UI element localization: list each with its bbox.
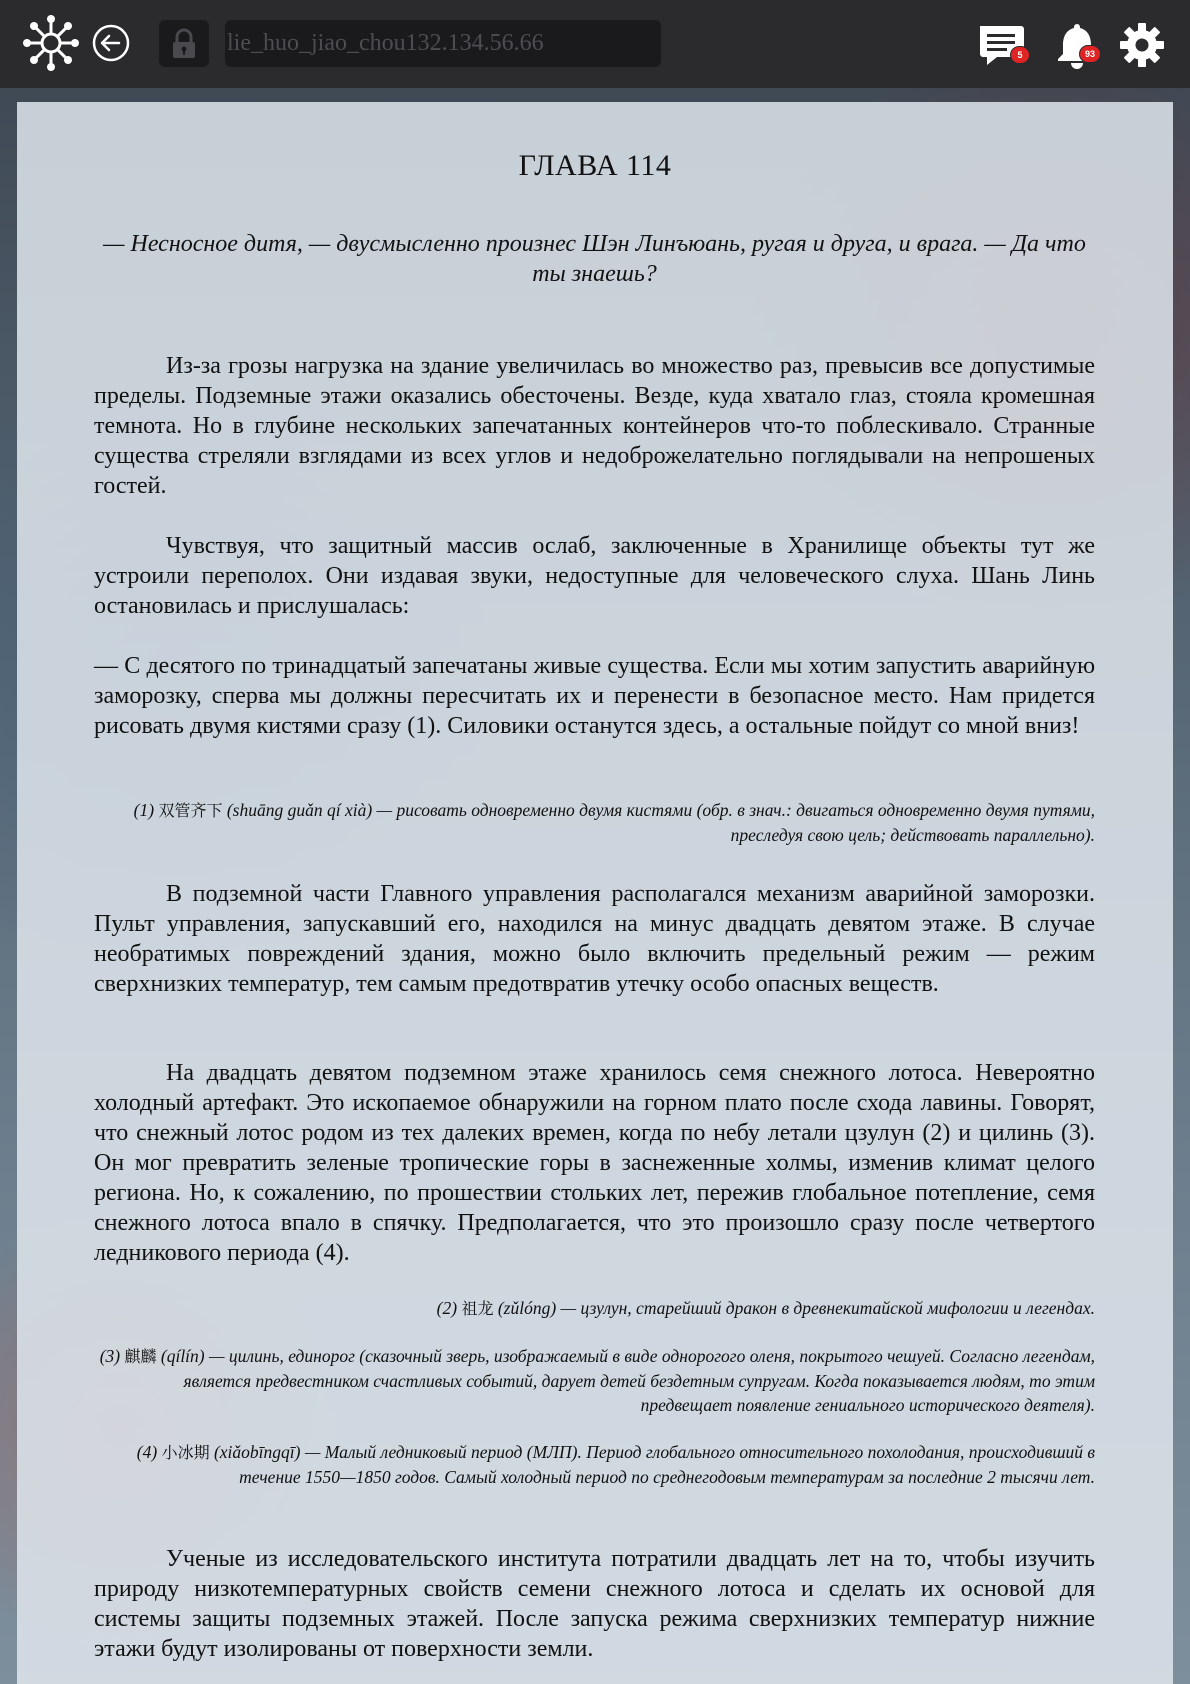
footnote-chinese: 双管齐下	[158, 801, 223, 820]
address-input[interactable]: lie_huo_jiao_chou132.134.56.66	[225, 20, 661, 67]
footnote-chinese: 祖龙	[461, 1299, 494, 1318]
footnote-1	[94, 798, 1095, 847]
footnote-number: (4)	[136, 1442, 158, 1462]
footnote-text: (qílín) — цилинь, единорог (сказочный зверь, изображаемый в виде однорогого оленя, покрытого чешуей. Согласно легендам, является предвестником счастливых событий, дарует детей бездетным супругам. Когда показывается людям, то этим предвещает появление гениального исторического деятеля).	[160, 1346, 1095, 1415]
chapter-epigraph: — Несносное дитя, — двусмысленно произнес Шэн Линъюань, ругая и друга, и врага. — Да что ты знаешь?	[103, 231, 1086, 287]
footnote-chinese: 麒麟	[124, 1347, 157, 1366]
reader-page	[17, 102, 1173, 1684]
chapter-title: ГЛАВА 114	[518, 149, 672, 182]
paragraph-3: — С десятого по тринадцатый запечатаны живые существа. Если мы хотим запустить аварийную заморозку, сперва мы должны пересчитать их и перенести в безопасное место. Нам придется рисовать двумя кистями сразу (1). Силовики останутся здесь, а остальные пойдут со мной вниз!	[94, 653, 1095, 739]
paragraph-5: На двадцать девятом подземном этаже хранилось семя снежного лотоса. Невероятно холодный артефакт. Это ископаемое обнаружили на горном плато после схода лавины. Говорят, что снежный лотос родом из тех далеких времен, когда по небу летали цзулун (2) и цилинь (3). Он мог превратить зеленые тропические горы в заснеженные холмы, изменив климат целого региона. Но, к сожалению, по прошествии стольких лет, пережив глобальное потепление, семя снежного лотоса впало в спячку. Предполагается, что это произошло сразу после четвертого ледникового периода (4).	[94, 1060, 1095, 1266]
gear-icon[interactable]	[1118, 20, 1166, 70]
messages-count-badge: 5	[1010, 46, 1030, 64]
paragraph-1: Из-за грозы нагрузка на здание увеличилась во множество раз, превысив все допустимые пределы. Подземные этажи оказались обесточены. Везде, куда хватало глаз, стояла кромешная темнота. Но в глубине нескольких запечатанных контейнеров что-то поблескивало. Странные существа стреляли взглядами из всех углов и недоброжелательно поглядывали на непрошеных гостей.	[94, 353, 1095, 499]
top-bar	[0, 0, 1190, 88]
footnote-text: (xiǎobīngqī) — Малый ледниковый период (МЛП). Период глобального относительного похолодания, происходивший в течение 1550—1850 годов. Самый холодный период по среднегодовым температурам за последние 2 тысячи лет.	[213, 1442, 1095, 1487]
network-logo-icon[interactable]	[22, 14, 80, 72]
paragraph-4: В подземной части Главного управления располагался механизм аварийной заморозки. Пульт управления, запускавший его, находился на минус двадцать девятом этаже. В случае необратимых повреждений здания, можно было включить предельный режим — режим сверхнизких температур, тем самым предотвратив утечку особо опасных веществ.	[94, 881, 1095, 997]
footnote-number: (3)	[99, 1346, 121, 1366]
lock-button[interactable]	[159, 20, 209, 67]
footnote-4	[94, 1440, 1095, 1489]
footnote-text: (shuāng guǎn qí xià) — рисовать одновременно двумя кистями (обр. в знач.: двигаться одновременно двумя путями, преследуя свою цель; действовать параллельно).	[226, 800, 1095, 845]
footnote-chinese: 小冰期	[161, 1443, 210, 1462]
notifications-count-badge: 93	[1079, 45, 1101, 63]
back-arrow-icon[interactable]	[92, 24, 130, 62]
paragraph-6: Ученые из исследовательского института потратили двадцать лет на то, чтобы изучить природу низкотемпературных свойств семени снежного лотоса и сделать их основой для системы защиты подземных этажей. После запуска режима сверхнизких температур нижние этажи будут изолированы от поверхности земли.	[94, 1546, 1095, 1662]
footnote-number: (2)	[436, 1298, 458, 1318]
paragraph-2: Чувствуя, что защитный массив ослаб, заключенные в Хранилище объекты тут же устроили переполох. Они издавая звуки, недоступные для человеческого слуха. Шань Линь остановилась и прислушалась:	[94, 533, 1095, 619]
footnote-3	[94, 1344, 1095, 1417]
lock-icon	[167, 27, 201, 61]
footnote-2	[94, 1296, 1095, 1321]
footnote-text: (zǔlóng) — цзулун, старейший дракон в древнекитайской мифологии и легендах.	[497, 1298, 1095, 1318]
footnote-number: (1)	[133, 800, 155, 820]
